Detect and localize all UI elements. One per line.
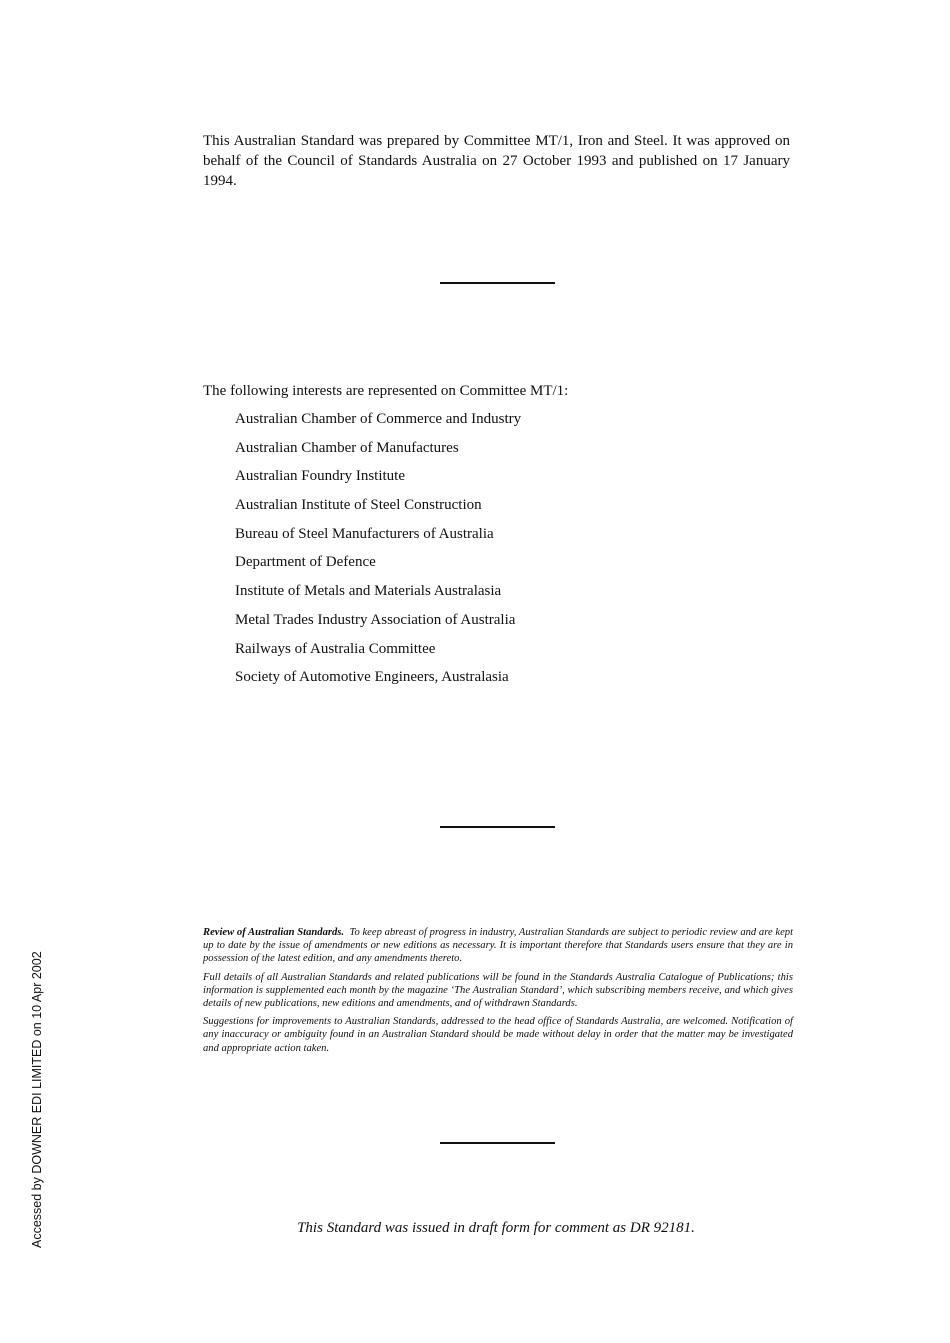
review-text: To keep abreast of progress in industry, Australian Standards are subject to periodic review and are kept up to date by the issue of amendments or new editions as necessary. It is important therefore that Standards users ensure that they are in possession of the latest edition, and any amendments thereto. [203, 927, 794, 965]
committee-interests-list [235, 409, 521, 696]
review-paragraph [203, 926, 793, 966]
review-notice [203, 926, 793, 1060]
divider-rule [440, 282, 555, 284]
divider-rule [440, 826, 555, 828]
access-stamp: Accessed by DOWNER EDI LIMITED on 10 Apr 2002 [30, 951, 44, 1248]
list-item: Institute of Metals and Materials Australasia [235, 583, 502, 600]
list-item: Australian Institute of Steel Construction [235, 497, 482, 514]
preparation-statement: This Australian Standard was prepared by Committee MT/1, Iron and Steel. It was approved on behalf of the Council of Standards Australia on 27 October 1993 and published on 17 January 1994. [203, 133, 790, 189]
list-item: Australian Chamber of Commerce and Industry [235, 411, 522, 427]
committee-interests-heading: The following interests are represented on Committee MT/1: [203, 383, 569, 399]
list-item: Bureau of Steel Manufacturers of Australia [235, 525, 494, 542]
list-item: Department of Defence [235, 554, 376, 571]
list-item: Australian Chamber of Manufactures [235, 439, 459, 456]
list-item: Railways of Australia Committee [235, 640, 436, 657]
list-item: Australian Foundry Institute [235, 468, 405, 485]
suggestions-paragraph: Suggestions for improvements to Australian Standards, addressed to the head office of Standards Australia, are welcomed. Notification of any inaccuracy or ambiguity found in an Australian Standard should be made without delay in order that the matter may be investigated and appropriate action taken. [203, 1016, 793, 1054]
draft-note: This Standard was issued in draft form for comment as DR 92181. [297, 1220, 695, 1236]
list-item: Metal Trades Industry Association of Australia [235, 611, 516, 628]
divider-rule [440, 1142, 555, 1144]
list-item: Society of Automotive Engineers, Australasia [235, 669, 509, 686]
review-lead: Review of Australian Standards. [203, 927, 345, 938]
catalogue-paragraph: Full details of all Australian Standards and related publications will be found in the Standards Australia Catalogue of Publications; this information is supplemented each month by the magazine ‘The Australian Standard’, which subscribing members receive, and which gives details of new publications, new editions and amendments, and of withdrawn Standards. [203, 971, 793, 1010]
